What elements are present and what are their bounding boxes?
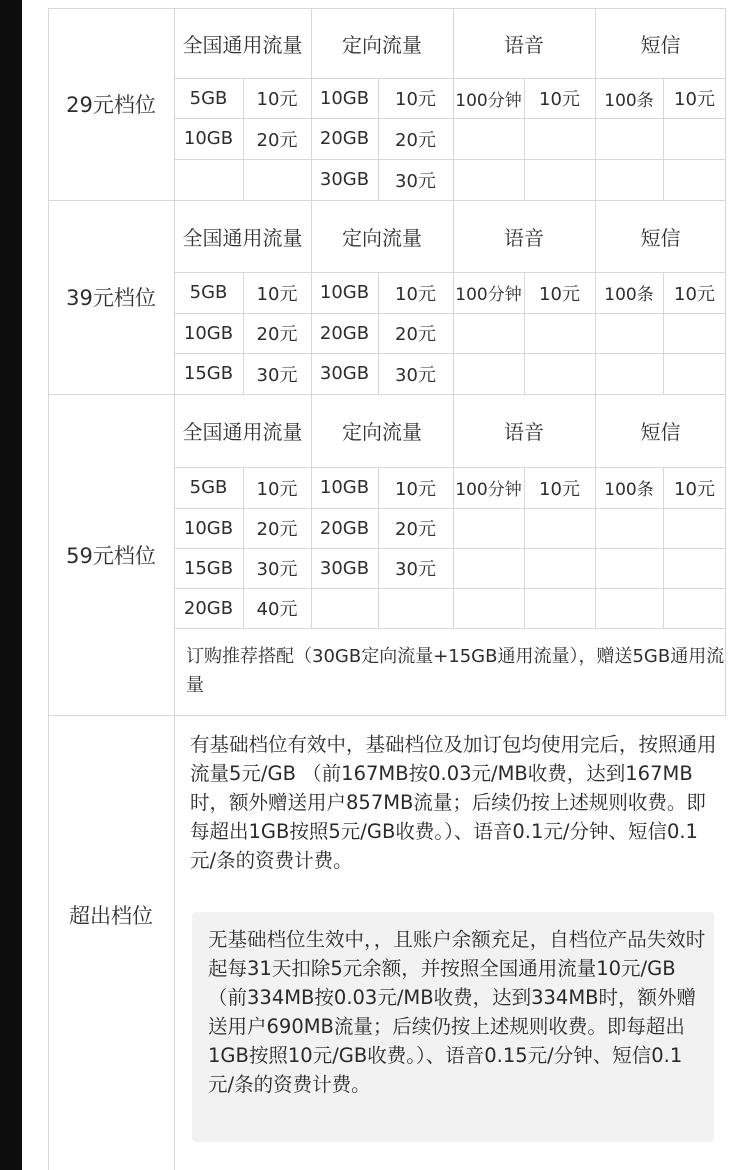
header-national: 全国通用流量 (182, 32, 303, 57)
national-amount: 5GB (189, 87, 228, 109)
national-price: 10元 (256, 89, 298, 110)
national-amount: 10GB (183, 128, 234, 149)
national-price: 10元 (256, 478, 298, 500)
sms-price: 10元 (674, 89, 715, 110)
directed-price: 10元 (395, 283, 436, 305)
directed-amount: 30GB (319, 169, 370, 190)
voice-amount: 100分钟 (455, 90, 522, 111)
directed-price: 20元 (395, 324, 436, 345)
directed-amount: 10GB (319, 282, 370, 303)
directed-price: 20元 (395, 129, 436, 151)
sms-amount: 100条 (604, 90, 654, 111)
header-voice: 语音 (504, 420, 544, 444)
national-amount: 5GB (189, 477, 228, 498)
header-sms: 短信 (640, 32, 681, 57)
voice-price: 10元 (539, 283, 580, 305)
directed-amount: 30GB (319, 363, 370, 384)
national-price: 10元 (256, 283, 298, 305)
tier-label: 29元档位 (66, 93, 156, 117)
tier-label: 59元档位 (66, 543, 156, 568)
directed-price: 30元 (395, 170, 436, 192)
sms-amount: 100条 (604, 285, 654, 305)
left-edge-bar (0, 0, 22, 1170)
header-national: 全国通用流量 (182, 225, 303, 250)
header-directed: 定向流量 (342, 420, 422, 444)
tariff-table (48, 0, 726, 1170)
directed-price: 30元 (395, 559, 436, 580)
national-price: 20元 (256, 324, 298, 345)
directed-amount: 20GB (319, 128, 370, 149)
sms-price: 10元 (674, 478, 715, 500)
sms-amount: 100条 (604, 480, 654, 500)
directed-price: 30元 (395, 364, 436, 386)
national-price: 20元 (256, 129, 298, 151)
directed-price: 10元 (395, 89, 436, 110)
overage-label: 超出档位 (69, 904, 153, 928)
voice-amount: 100分钟 (455, 480, 522, 500)
voice-amount: 100分钟 (455, 285, 522, 305)
directed-amount: 10GB (319, 87, 370, 109)
header-directed: 定向流量 (342, 225, 422, 250)
header-directed: 定向流量 (342, 32, 422, 57)
directed-amount: 20GB (319, 322, 370, 344)
national-price: 30元 (256, 559, 298, 580)
header-national: 全国通用流量 (182, 420, 303, 444)
national-amount: 5GB (189, 282, 228, 303)
directed-price: 20元 (395, 519, 436, 540)
voice-price: 10元 (539, 478, 580, 500)
overage-rule-with-base: 有基础档位有效中，基础档位及加订包均使用完后，按照通用流量5元/GB （前167MB按0.03元/MB收费，达到167MB时，额外赠送用户857MB流量；后续仍按上述规则收费。即每超出1GB按照5元/GB收费。）、语音0.1元/分钟、短信0.1元/条的资费计费。 (190, 733, 717, 872)
recommend-note: 订购推荐搭配（30GB定向流量+15GB通用流量），赠送5GB通用流量 (186, 646, 725, 696)
directed-amount: 20GB (319, 517, 370, 539)
tier-label: 39元档位 (66, 286, 156, 310)
national-price: 40元 (256, 599, 298, 620)
voice-price: 10元 (539, 89, 580, 110)
sms-price: 10元 (674, 283, 715, 305)
header-sms: 短信 (640, 420, 681, 444)
header-voice: 语音 (504, 32, 544, 57)
national-amount: 15GB (183, 363, 234, 384)
directed-amount: 10GB (319, 477, 370, 498)
national-amount: 10GB (183, 322, 234, 344)
national-amount: 10GB (183, 517, 234, 539)
national-price: 20元 (256, 519, 298, 540)
header-sms: 短信 (640, 225, 681, 250)
header-voice: 语音 (504, 225, 544, 250)
national-price: 30元 (256, 364, 298, 386)
national-amount: 20GB (183, 597, 234, 619)
directed-amount: 30GB (319, 557, 370, 579)
directed-price: 10元 (395, 478, 436, 500)
overage-rule-no-base: 无基础档位生效中，，且账户余额充足，自档位产品失效时起每31天扣除5元余额，并按照全国通用流量10元/GB（前334MB按0.03元/MB收费，达到334MB时，额外赠送用户690MB流量；后续仍按上述规则收费。即每超出1GB按照10元/GB收费。）、语音0.15元/分钟、短信0.1元/条的资费计费。 (208, 928, 706, 1096)
national-amount: 15GB (183, 557, 234, 579)
